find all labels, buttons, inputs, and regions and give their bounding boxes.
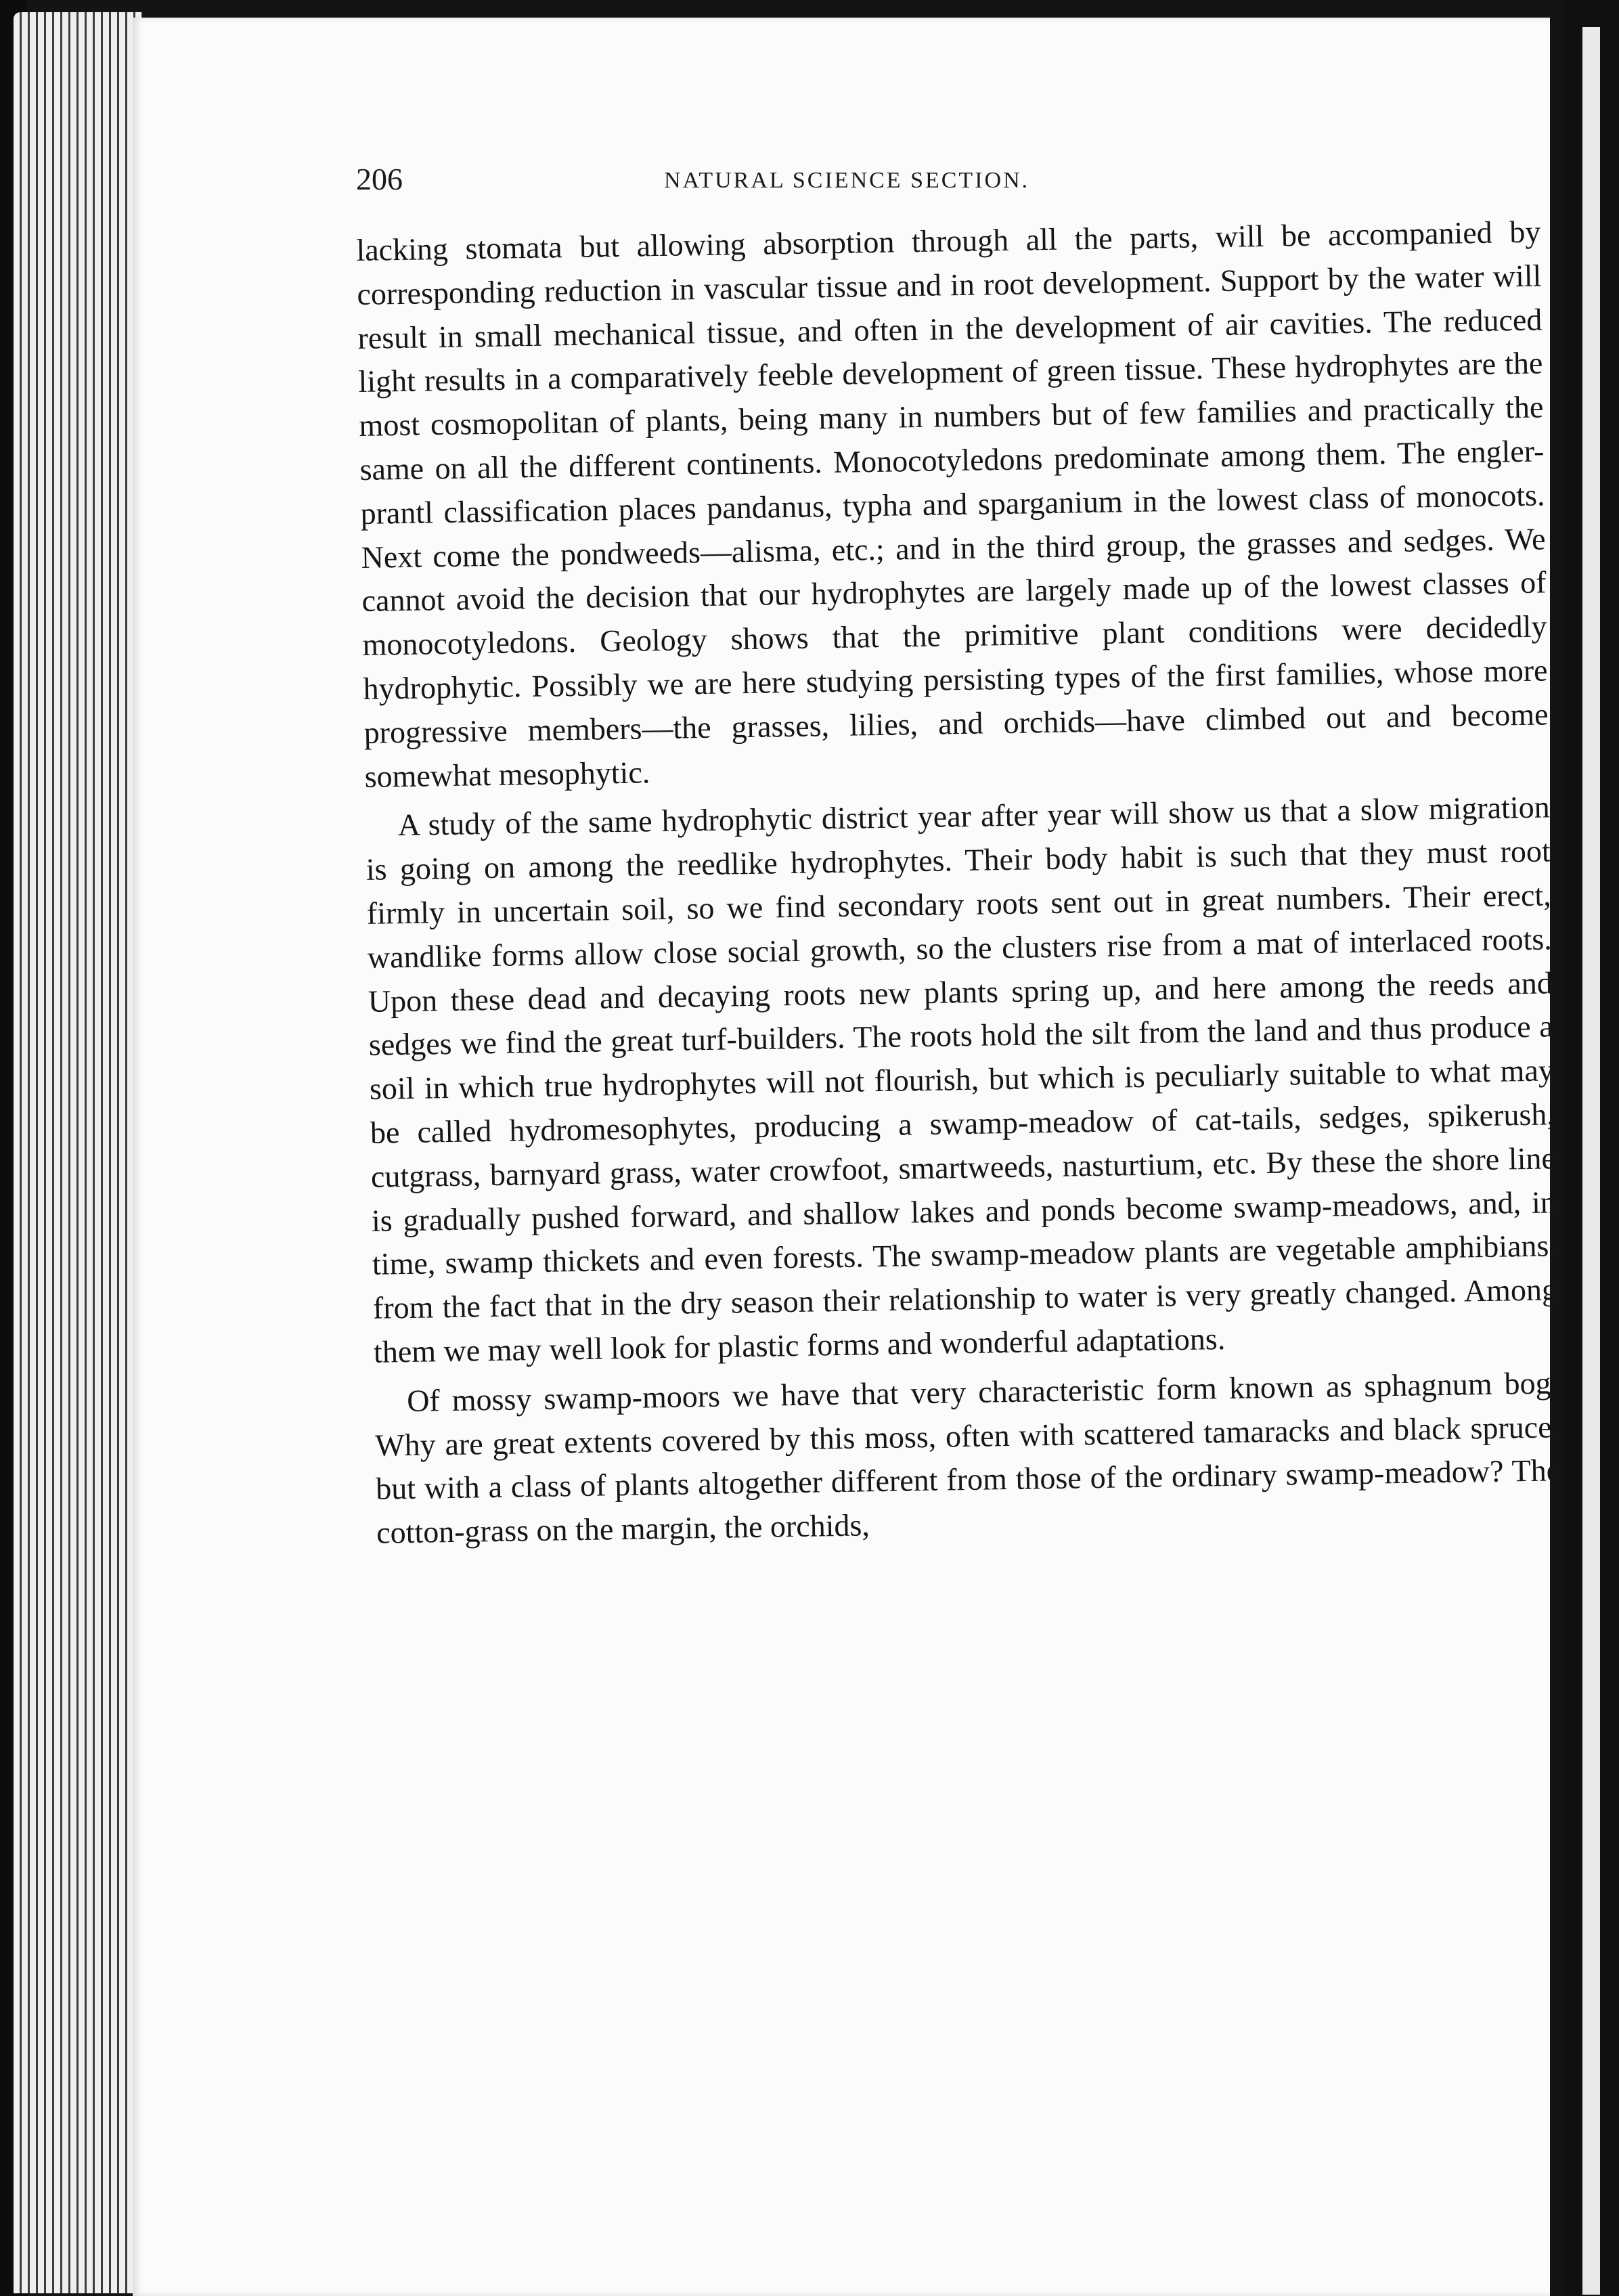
paragraph-3: Of mossy swamp-moors we have that very characteristic form known as sphagnum bog. Why are great extents covered by this moss, often with scattered tamaracks and black spruce, but with a class of plants altogether different from those of the ordinary swamp-meadow? The cotton-grass on the margin, the orchids, xyxy=(374,1365,1561,1550)
book-page-edges xyxy=(14,12,142,2293)
page-number: 206 xyxy=(356,162,403,196)
paragraph-1: lacking stomata but allowing absorption through all the parts, will be accompanied by corresponding reduction in vascular tissue and in root development. Support by the water will result in small mechanical tissue, and often in the development of air cavities. The reduced light results in a comparatively feeble development of green tissue. These hydrophytes are the most cosmopolitan of plants, being many in numbers but of few families and practically the same on all the different continents. Monocotyledons predominate among them. The engler-prantl classification places pandanus, typha and sparganium in the lowest class of monocots. Next come the pondweeds—alisma, etc.; and in the third group, the grasses and sedges. We cannot avoid the decision that our hydrophytes are largely made up of the lowest classes of monocotyledons. Geology shows that the primitive plant conditions were decidedly hydrophytic. Possibly we are here studying persisting types of the first families, whose more progressive members—the grasses, lilies, and orchids—have climbed out and become somewhat mesophytic. xyxy=(356,214,1549,794)
book-page xyxy=(133,18,1561,2296)
next-leaf-edge xyxy=(1582,27,1600,2295)
paragraph-2: A study of the same hydrophytic district year after year will show us that a slow migration is going on among the reedlike hydrophytes. Their body habit is such that they must root firmly in uncertain soil, so we find secondary roots sent out in great numbers. Their erect, wandlike forms allow close social growth, so the clusters rise from a mat of interlaced roots. Upon these dead and decaying roots new plants spring up, and here among the reeds and sedges we find the great turf-builders. The roots hold the silt from the land and thus produce a soil in which true hydrophytes will not flourish, but which is peculiarly suitable to what may be called hydromesophytes, producing a swamp-meadow of cat-tails, sedges, spikerush, cutgrass, barnyard grass, water crowfoot, smartweeds, nasturtium, etc. By these the shore line is gradually pushed forward, and shallow lakes and ponds become swamp-meadows, and, in time, swamp thickets and even forests. The swamp-meadow plants are vegetable amphibians, from the fact that in the dry season their relationship to water is very greatly changed. Among them we may well look for plastic forms and wonderful adaptations. xyxy=(365,789,1558,1369)
body-text xyxy=(356,211,1561,1555)
page-header xyxy=(356,161,1561,215)
book-binding-edge xyxy=(1563,0,1619,2296)
running-head: NATURAL SCIENCE SECTION. xyxy=(664,168,1030,193)
